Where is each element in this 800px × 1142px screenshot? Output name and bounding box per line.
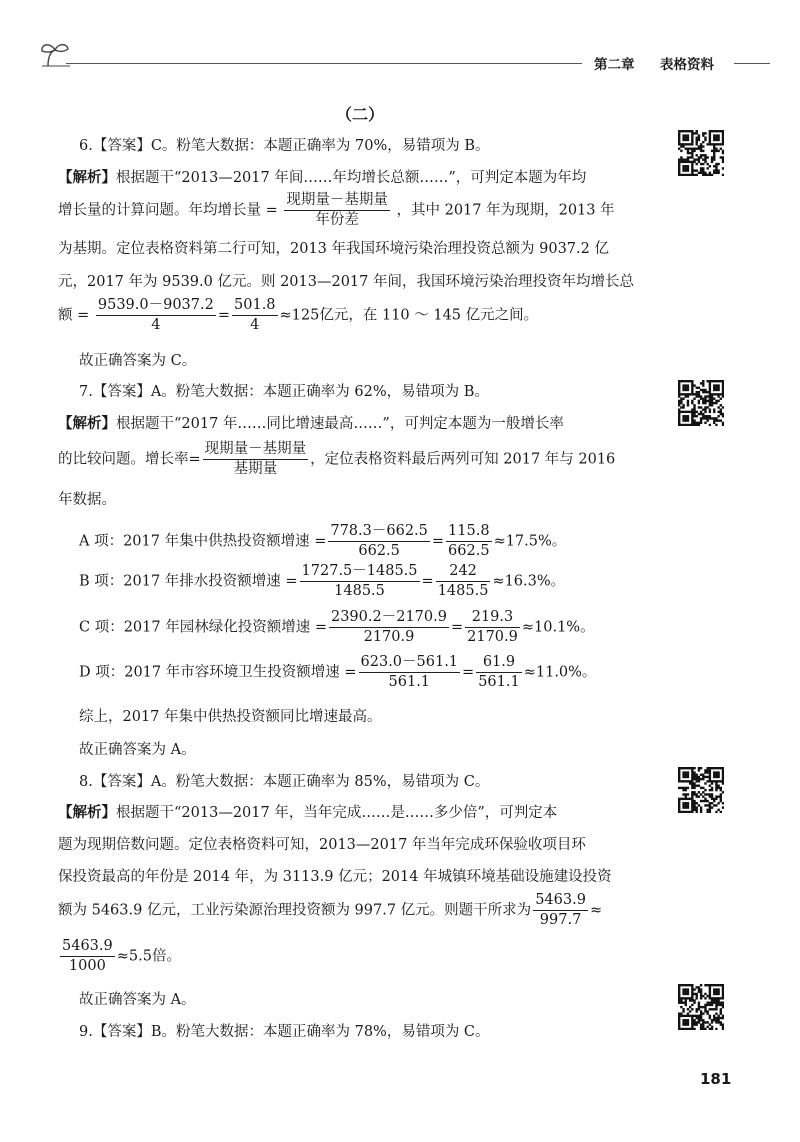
page-number: 181 [700, 1070, 732, 1088]
q7-conclusion: 故正确答案为 A。 [79, 742, 196, 758]
q8-fraction-1 [533, 891, 588, 930]
frac-den: 561.1 [478, 674, 520, 690]
frac-num: 现期量－基期量 [203, 440, 309, 460]
q6-l5-pre: 额 = [58, 307, 90, 324]
q7-formula-fraction [203, 440, 309, 479]
q8-fraction-2 [60, 937, 115, 976]
q6-analysis-l4: 元，2017 年为 9539.0 亿元。则 2013—2017 年间，我国环境污染治理投资年均增长总 [58, 274, 634, 290]
q8-analysis-l3: 保投资最高的年份是 2014 年，为 3113.9 亿元；2014 年城镇环境基础设施建设投资 [58, 869, 612, 885]
frac-den: 1485.5 [437, 583, 489, 599]
frac-den: 997.7 [539, 912, 582, 928]
q9-answer-line: 9.【答案】B。粉笔大数据：本题正确率为 78%，易错项为 C。 [79, 1024, 490, 1040]
frac-den: 662.5 [358, 543, 400, 559]
q8-analysis-l5 [58, 937, 181, 976]
frac-den: 662.5 [448, 543, 490, 559]
frac-den: 2170.9 [363, 629, 415, 645]
frac-den: 4 [250, 317, 260, 333]
q7-l2-post: ，定位表格资料最后两列可知 2017 年与 2016 [310, 451, 616, 468]
frac-num: 现期量－基期量 [284, 191, 390, 211]
item-fraction-1 [328, 522, 430, 561]
header-rule-left [66, 63, 582, 64]
frac-den: 1000 [68, 958, 106, 974]
q7-analysis-text: 根据题干“2017 年……同比增速最高……”，可判定本题为一般增长率 [116, 416, 564, 432]
q7-analysis-l2 [58, 440, 615, 479]
frac-num: 5463.9 [60, 937, 115, 957]
q8-l5-post: ≈5.5倍。 [116, 948, 181, 965]
q6-l5-eq: = [217, 307, 231, 324]
q7-item-c: C 项：2017 年园林绿化投资额增速 = $\frac{2390.2-2170.9}{2170.9}$ = $\frac{219.3}{2170.9}$ ≈10.1%。 [79, 609, 595, 645]
item-post: ≈17.5%。 [493, 533, 567, 550]
q8-analysis-tag: 【解析】 [58, 805, 116, 821]
frac-den: 年份差 [315, 212, 359, 228]
q8-l4-pre: 额为 5463.9 亿元，工业污染源治理投资额为 997.7 亿元。则题干所求为 [58, 902, 532, 919]
item-fraction-2 [446, 522, 492, 561]
q6-l5-post: ≈125亿元，在 110 ～ 145 亿元之间。 [279, 307, 539, 324]
item-fraction-1 [329, 608, 449, 647]
item-post: ≈10.1%。 [521, 619, 595, 636]
q8-answer-line: 8.【答案】A。粉笔大数据：本题正确率为 85%，易错项为 C。 [79, 774, 490, 790]
item-fraction-1 [300, 562, 420, 601]
header-rule-right [734, 63, 770, 64]
item-pre: A 项：2017 年集中供热投资额增速 = [79, 533, 327, 550]
item-fraction-2 [465, 608, 520, 647]
header-chapter: 第二章 [594, 57, 635, 73]
q7-analysis-tag: 【解析】 [58, 416, 116, 432]
q8-analysis-l2: 题为现期倍数问题。定位表格资料可知，2013—2017 年当年完成环保验收项目环 [58, 837, 586, 853]
q7-analysis-l3: 年数据。 [58, 492, 116, 508]
frac-den: 基期量 [233, 461, 278, 477]
q6-conclusion: 故正确答案为 C。 [79, 353, 197, 369]
frac-den: 561.1 [388, 674, 431, 690]
qr-code-icon[interactable] [678, 984, 724, 1030]
q8-l4-post: ≈ [589, 902, 603, 919]
q6-analysis-l2 [58, 191, 615, 230]
sprout-icon [38, 40, 72, 72]
frac-num: 5463.9 [533, 891, 588, 911]
q6-fraction-1 [96, 296, 216, 335]
qr-code-icon[interactable] [678, 380, 724, 426]
frac-den: 4 [151, 317, 161, 333]
q6-analysis-l5 [58, 296, 538, 335]
frac-num: 61.9 [476, 653, 522, 673]
frac-num: 115.8 [446, 522, 492, 542]
frac-num: 501.8 [232, 296, 278, 316]
q7-answer-line: 7.【答案】A。粉笔大数据：本题正确率为 62%，易错项为 B。 [79, 384, 489, 400]
item-post: ≈16.3%。 [492, 573, 566, 590]
q6-analysis-text: 根据题干“2013—2017 年间……年均增长总额……”，可判定本题为年均 [116, 170, 587, 186]
q8-analysis-text: 根据题干“2013—2017 年，当年完成……是……多少倍”，可判定本 [116, 805, 558, 821]
q8-conclusion: 故正确答案为 A。 [79, 992, 196, 1008]
q6-answer-line: 6.【答案】C。粉笔大数据：本题正确率为 70%，易错项为 B。 [79, 138, 490, 154]
q6-analysis-l3: 为基期。定位表格资料第二行可知，2013 年我国环境污染治理投资总额为 9037.2 亿 [58, 241, 609, 257]
q6-formula-fraction [284, 191, 390, 230]
frac-num: 1727.5－1485.5 [300, 562, 420, 582]
frac-den: 2170.9 [467, 629, 518, 645]
frac-num: 219.3 [465, 608, 520, 628]
frac-num: 2390.2－2170.9 [329, 608, 449, 628]
frac-num: 623.0－561.1 [359, 653, 461, 673]
q6-l2-post: ，其中 2017 年为现期，2013 年 [396, 202, 615, 219]
q6-fraction-2 [232, 296, 278, 335]
q6-l2-pre: 增长量的计算问题。年均增长量 = [58, 202, 278, 219]
q7-item-b: B 项：2017 年排水投资额增速 = $\frac{1727.5-1485.5}{1485.5}$ = $\frac{242}{1485.5}$ ≈16.3%。 [79, 563, 566, 599]
frac-den: 1485.5 [334, 583, 385, 599]
item-post: ≈11.0%。 [523, 664, 597, 681]
q7-analysis-l1 [58, 412, 564, 433]
item-fraction-1 [359, 653, 461, 692]
frac-num: 9539.0－9037.2 [96, 296, 216, 316]
q8-analysis-l4 [58, 891, 602, 930]
q6-analysis-tag: 【解析】 [58, 170, 116, 186]
item-pre: C 项：2017 年园林绿化投资额增速 = [79, 619, 327, 636]
item-fraction-2 [436, 562, 491, 601]
qr-code-icon[interactable] [678, 130, 724, 176]
item-pre: D 项：2017 年市容环境卫生投资额增速 = [79, 664, 357, 681]
section-title: （二） [336, 105, 385, 124]
q7-item-a: A 项：2017 年集中供热投资额增速 = $\frac{778.3-662.5}{662.5}$ = $\frac{115.8}{662.5}$ ≈17.5%。 [79, 523, 567, 559]
q6-analysis-l1 [58, 166, 586, 187]
q7-item-d: D 项：2017 年市容环境卫生投资额增速 = $\frac{623.0-561.1}{561.1}$ = $\frac{61.9}{561.1}$ ≈11.0%。 [79, 654, 597, 690]
q7-summary: 综上，2017 年集中供热投资额同比增速最高。 [79, 709, 382, 725]
frac-num: 242 [436, 562, 491, 582]
item-pre: B 项：2017 年排水投资额增速 = [79, 573, 298, 590]
q7-l2-pre: 的比较问题。增长率= [58, 451, 201, 468]
q8-analysis-l1 [58, 801, 557, 822]
frac-num: 778.3－662.5 [328, 522, 430, 542]
qr-code-icon[interactable] [678, 767, 724, 813]
item-fraction-2 [476, 653, 522, 692]
header-section: 表格资料 [660, 57, 714, 73]
